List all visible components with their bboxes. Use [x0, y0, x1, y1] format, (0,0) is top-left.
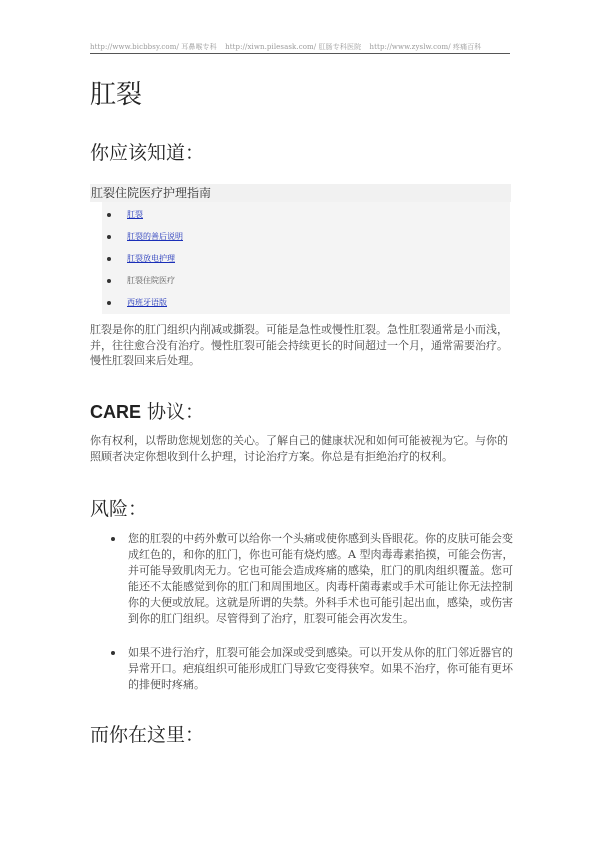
bullet-icon [111, 537, 115, 541]
care-heading-rest: 协议： [141, 401, 205, 423]
current-page-item: 肛裂住院医疗 [127, 276, 175, 285]
link-discharge-care[interactable]: 肛裂放电护理 [127, 254, 175, 263]
header-link-ent[interactable]: http://www.bicbbsy.com/ 耳鼻喉专科 [90, 43, 217, 51]
bullet-icon [107, 301, 111, 305]
guide-link-list [102, 202, 510, 314]
link-spanish-version[interactable]: 西班牙语版 [127, 298, 167, 307]
bullet-icon [107, 235, 111, 239]
page-title: 肛裂 [90, 80, 143, 110]
list-item [106, 531, 514, 627]
risk-text: 您的肛裂的中药外敷可以给你一个头痛或使你感到头昏眼花。你的皮肤可能会变成红色的，和你的肛门，你也可能有烧灼感。A 型肉毒毒素掐摸，可能会伤害，并可能导致肌肉无力。它也可能会造成疼痛的感染，肛门的肌肉组织覆盖。您可能还不太能感觉到你的肛门和周围地区。肉毒杆菌毒素或手术可能让你无法控制你的大便或放屁。这就是所谓的失禁。外科手术也可能引起出血，感染，或伤害到你的肛门组织。尽管得到了治疗，肛裂可能会再次发生。 [128, 532, 514, 625]
link-aftercare[interactable]: 肛裂的善后说明 [127, 232, 183, 241]
list-item [106, 645, 514, 693]
care-paragraph: 你有权利，以帮助您规划您的关心。了解自己的健康状况和如何可能被视为它。与你的照顾者决定你想收到什么护理，讨论治疗方案。你总是有拒绝治疗的权利。 [90, 434, 508, 463]
section-heading-here: 而你在这里： [90, 724, 205, 746]
header-link-pain[interactable]: http://www.zyslw.com/ 疼痛百科 [369, 43, 482, 51]
bullet-icon [111, 651, 115, 655]
guide-label: 肛裂住院医疗护理指南 [90, 184, 511, 202]
header-link-anorectal[interactable]: http://xiwn.pilesask.com/ 肛肠专科医院 [225, 43, 362, 51]
care-heading-bold: CARE [90, 402, 142, 422]
intro-paragraph: 肛裂是你的肛门组织内削减或撕裂。可能是急性或慢性肛裂。急性肛裂通常是小而浅，并，往往愈合没有治疗。慢性肛裂可能会持续更长的时间超过一个月，通常需要治疗。慢性肛裂回来后处理。 [90, 323, 508, 367]
bullet-icon [107, 279, 111, 283]
bullet-icon [107, 257, 111, 261]
risk-text: 如果不进行治疗，肛裂可能会加深或受到感染。可以开发从你的肛门邻近器官的异常开口。疤痕组织可能形成肛门导致它变得狭窄。如果不治疗，你可能有更坏的排便时疼痛。 [128, 646, 513, 691]
section-heading-know: 你应该知道： [90, 142, 205, 164]
section-heading-risk: 风险： [90, 498, 148, 520]
section-heading-care [90, 397, 204, 424]
link-anal-fissure[interactable]: 肛裂 [127, 210, 143, 219]
page-header [90, 42, 510, 54]
bullet-icon [107, 213, 111, 217]
